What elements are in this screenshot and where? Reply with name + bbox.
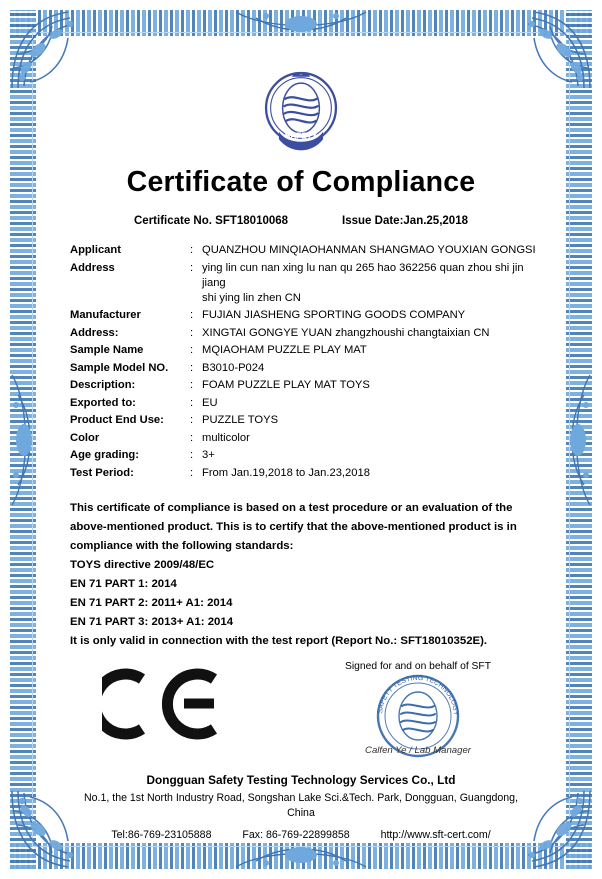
field-label: Exported to: bbox=[70, 396, 136, 409]
field-label: Sample Name bbox=[70, 344, 144, 356]
field-list bbox=[46, 243, 556, 481]
certificate-number: Certificate No. SFT18010068 bbox=[134, 215, 289, 227]
certificate-meta bbox=[46, 215, 556, 227]
footer-fax: Fax: 86-769-22899858 bbox=[242, 828, 350, 841]
field-label: Applicant bbox=[70, 244, 121, 256]
safety-seal-text: SAFETY bbox=[284, 131, 318, 141]
field-value: From Jan.19,2018 to Jan.23,2018 bbox=[202, 466, 370, 479]
footer bbox=[46, 773, 556, 841]
issue-date: Issue Date:Jan.25,2018 bbox=[342, 215, 468, 227]
side-ornament-right bbox=[564, 365, 594, 515]
standard-item-2: EN 71 PART 2: 2011+ A1: 2014 bbox=[70, 596, 233, 609]
statement-line-2: above-mentioned product. This is to certify that the above-mentioned product is in bbox=[70, 520, 517, 533]
footer-tel: Tel:86-769-23105888 bbox=[111, 828, 212, 841]
field-label: Product End Use: bbox=[70, 414, 164, 426]
field-row-test-period bbox=[70, 466, 546, 481]
field-colon: : bbox=[190, 466, 194, 479]
field-value: PUZZLE TOYS bbox=[202, 414, 279, 426]
field-row-manufacturer-address bbox=[70, 326, 546, 341]
field-row-address bbox=[70, 261, 546, 306]
field-value: multicolor bbox=[202, 431, 250, 444]
field-label: Address: bbox=[70, 326, 119, 339]
company-stamp bbox=[288, 674, 548, 760]
field-row-product-end-use bbox=[70, 413, 546, 428]
ce-mark bbox=[102, 665, 222, 748]
field-colon: : bbox=[190, 361, 194, 374]
field-label: Manufacturer bbox=[70, 309, 141, 321]
field-row-sample-model-no bbox=[70, 361, 546, 376]
footer-company: Dongguan Safety Testing Technology Services Co., Ltd bbox=[146, 772, 456, 787]
svg-text:SAFETY TESTING TECHNOLOGY SERV bbox=[377, 674, 459, 717]
field-value: B3010-P024 bbox=[202, 361, 265, 374]
field-colon: : bbox=[190, 344, 194, 356]
standard-item-0: TOYS directive 2009/48/EC bbox=[70, 558, 215, 571]
field-value: FUJIAN JIASHENG SPORTING GOODS COMPANY bbox=[202, 309, 466, 321]
ce-mark-icon bbox=[102, 665, 222, 743]
field-colon: : bbox=[190, 244, 194, 256]
top-ornament bbox=[226, 8, 376, 38]
footer-address-line1: No.1, the 1st North Industry Road, Songshan Lake Sci.&Tech. Park, Dongguan, Guangdong, bbox=[83, 791, 519, 804]
field-label: Description: bbox=[70, 379, 136, 391]
field-value bbox=[202, 261, 546, 306]
field-row-sample-name bbox=[70, 343, 546, 358]
field-colon: : bbox=[190, 326, 194, 339]
page-title: Certificate of Compliance bbox=[126, 166, 476, 198]
field-row-color bbox=[70, 431, 546, 446]
field-colon: : bbox=[190, 309, 194, 321]
stamp-outer-text: SAFETY TESTING TECHNOLOGY SERVICES CO., LTD bbox=[377, 674, 460, 718]
signature-block bbox=[288, 661, 548, 760]
field-colon: : bbox=[190, 431, 194, 444]
field-row-exported-to bbox=[70, 396, 546, 411]
signed-for-text: Signed for and on behalf of SFT bbox=[345, 660, 491, 672]
footer-address-line2: China bbox=[287, 806, 315, 819]
bottom-ornament bbox=[226, 841, 376, 871]
field-colon: : bbox=[190, 396, 194, 409]
statement-line-3: compliance with the following standards: bbox=[70, 539, 294, 552]
footer-address bbox=[46, 791, 556, 821]
safety-seal-icon bbox=[255, 62, 347, 154]
field-label: Test Period: bbox=[70, 466, 134, 479]
standard-item-1: EN 71 PART 1: 2014 bbox=[70, 577, 177, 590]
field-colon: : bbox=[190, 414, 194, 426]
field-colon: : bbox=[190, 379, 194, 391]
field-label: Sample Model NO. bbox=[70, 361, 169, 374]
footer-contact bbox=[46, 829, 556, 841]
compliance-statement bbox=[46, 499, 556, 651]
field-value: MQIAOHAM PUZZLE PLAY MAT bbox=[202, 344, 367, 356]
validity-note: It is only valid in connection with the test report (Report No.: SFT18010352E). bbox=[70, 634, 488, 647]
side-ornament-left bbox=[8, 365, 38, 515]
field-value: QUANZHOU MINQIAOHANMAN SHANGMAO YOUXIAN GONGSI bbox=[202, 244, 536, 256]
marks-row bbox=[46, 661, 556, 771]
standard-item-3: EN 71 PART 3: 2013+ A1: 2014 bbox=[70, 615, 234, 628]
field-value: EU bbox=[202, 396, 218, 409]
field-label: Color bbox=[70, 431, 100, 444]
field-row-description bbox=[70, 378, 546, 393]
certificate-content bbox=[46, 46, 556, 841]
field-value-line2: shi ying lin zhen CN bbox=[202, 291, 301, 304]
signer-name: Calfen Ye / Lab Manager bbox=[365, 744, 471, 756]
field-colon: : bbox=[190, 261, 194, 274]
field-row-applicant bbox=[70, 243, 546, 258]
field-value: 3+ bbox=[202, 449, 215, 461]
field-label: Address bbox=[70, 261, 115, 274]
field-colon: : bbox=[190, 449, 194, 461]
statement-line-1: This certificate of compliance is based on a test procedure or an evaluation of the bbox=[70, 501, 513, 514]
field-row-manufacturer bbox=[70, 308, 546, 323]
field-label: Age grading: bbox=[70, 449, 139, 461]
sft-logo bbox=[46, 62, 556, 154]
field-value: FOAM PUZZLE PLAY MAT TOYS bbox=[202, 379, 370, 391]
field-value-line1: ying lin cun nan xing lu nan qu 265 hao 362256 quan zhou shi jin jiang bbox=[202, 261, 524, 289]
field-value: XINGTAI GONGYE YUAN zhangzhoushi changtaixian CN bbox=[202, 326, 490, 339]
footer-website[interactable]: http://www.sft-cert.com/ bbox=[380, 828, 491, 841]
field-row-age-grading bbox=[70, 448, 546, 463]
